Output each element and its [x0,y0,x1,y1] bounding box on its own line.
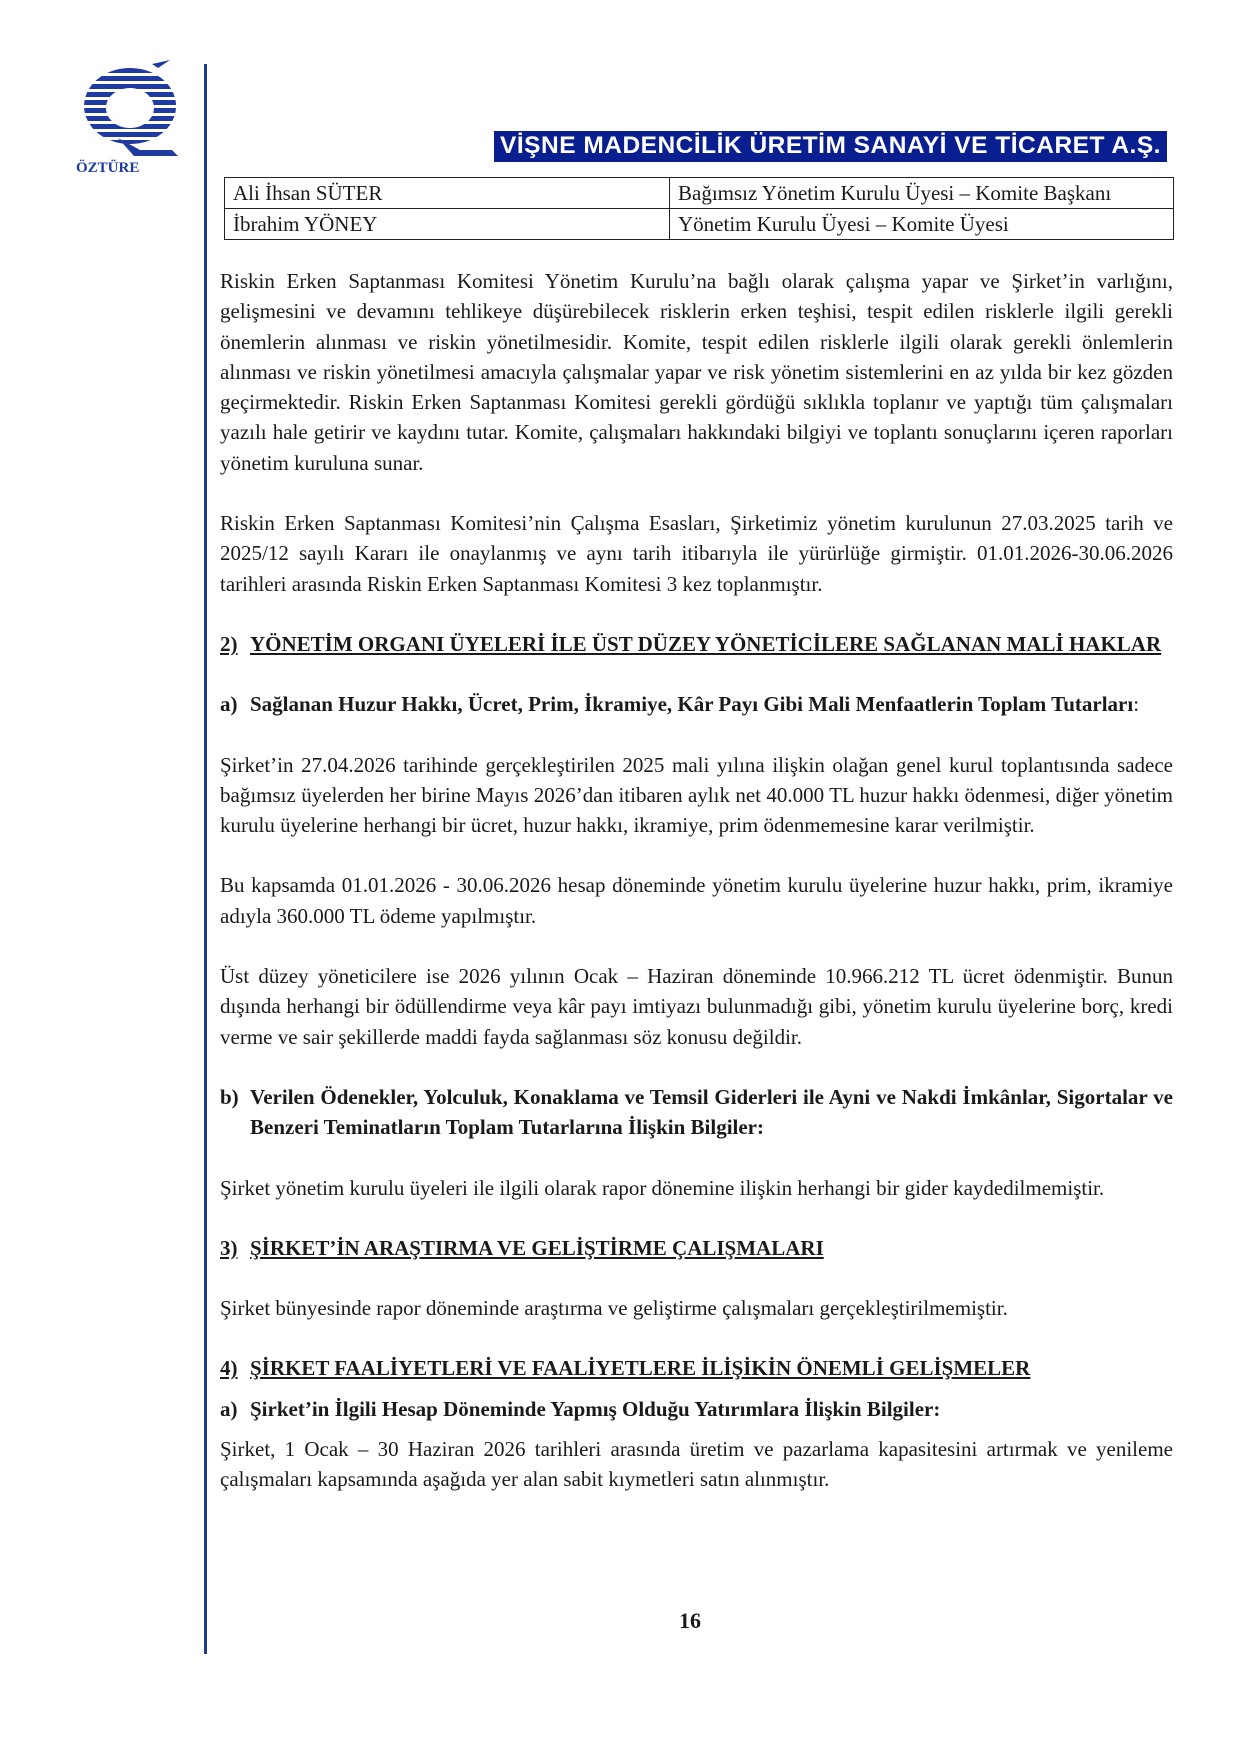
heading-number: a) [220,692,238,717]
paragraph: Riskin Erken Saptanması Komitesi Yönetim Kurulu’na bağlı olarak çalışma yapar ve Şirket’in varlığını, gelişmesini ve devamını tehlikeye düşürebilecek risklerin erken teşhisi, tespit edilen risklerle ilgili gerekli önemlerin alınması ve riskin yönetilmesidir. Komite, tespit edilen risklerle ilgili olarak gerekli önlemlerin alınması ve riskin yönetilmesi amacıyla çalışmalar yapar ve risk yönetim sistemlerini en az yılda bir kez gözden geçirmektedir. Riskin Erken Saptanması Komitesi gerekli gördüğü sıklıkla toplanır ve yaptığı tüm çalışmaları yazılı hale getirir ve kaydını tutar. Komite, çalışmaları hakkındaki bilgiyi ve toplantı sonuçlarını içeren raporları yönetim kuruluna sunar. [220,269,1173,475]
heading-text: YÖNETİM ORGANI ÜYELERİ İLE ÜST DÜZEY YÖNETİCİLERE SAĞLANAN MALİ HAKLAR [250,631,1162,656]
section-heading [220,1233,1173,1263]
left-rule [204,64,207,1654]
paragraph: Bu kapsamda 01.01.2026 - 30.06.2026 hesap döneminde yönetim kurulu üyelerine huzur hakkı, prim, ikramiye adıyla 360.000 TL ödeme yapılmıştır. [220,873,1173,928]
subsection-heading [220,689,1173,719]
table-row [225,209,1174,240]
heading-number: 4) [220,1356,238,1381]
section-heading [220,1353,1173,1383]
page-body [220,266,1173,1495]
committee-table [224,177,1174,240]
page-number: 16 [679,1608,701,1633]
subsection-heading [220,1394,1173,1424]
paragraph: Şirket yönetim kurulu üyeleri ile ilgili olarak rapor dönemine ilişkin herhangi bir gider kaydedilmemiştir. [220,1175,1105,1200]
heading-number: 3) [220,1235,238,1260]
heading-text: ŞİRKET FAALİYETLERİ VE FAALİYETLERE İLİŞİKİN ÖNEMLİ GELİŞMELER [250,1356,1031,1381]
subsection-heading [220,1082,1173,1143]
logo-text: ÖZTÜRE [76,160,140,176]
heading-number: 2) [220,631,238,656]
paragraph: Üst düzey yöneticilere ise 2026 yılının Ocak – Haziran döneminde 10.966.212 TL ücret ödenmiştir. Bunun dışında herhangi bir ödüllendirme veya kâr payı imtiyazı bulunmadığı gibi, yönetim kurulu üyelerine borç, kredi verme ve sair şekillerde maddi fayda sağlanması söz konusu değildir. [220,964,1173,1049]
heading-number: b) [220,1084,239,1109]
heading-number: a) [220,1396,238,1421]
paragraph: Riskin Erken Saptanması Komitesi’nin Çalışma Esasları, Şirketimiz yönetim kurulunun 27.03.2025 tarih ve 2025/12 sayılı Kararı ile onaylanmış ve aynı tarih itibarıyla ile yürürlüğe girmiştir. 01.01.2026-30.06.2026 tarihleri arasında Riskin Erken Saptanması Komitesi 3 kez toplanmıştır. [220,511,1173,596]
heading-suffix: : [1133,692,1140,717]
member-role: Yönetim Kurulu Üyesi – Komite Üyesi [670,209,1174,240]
member-role: Bağımsız Yönetim Kurulu Üyesi – Komite Başkanı [670,178,1174,209]
paragraph: Şirket, 1 Ocak – 30 Haziran 2026 tarihleri arasında üretim ve pazarlama kapasitesini artırmak ve yenileme çalışmaları kapsamında aşağıda yer alan sabit kıymetleri satın alınmıştır. [220,1437,1173,1492]
company-title: VİŞNE MADENCİLİK ÜRETİM SANAYİ VE TİCARET A.Ş. [494,131,1167,162]
member-name: İbrahim YÖNEY [225,209,670,240]
heading-text: Şirket’in İlgili Hesap Döneminde Yapmış Olduğu Yatırımlara İlişkin Bilgiler: [250,1396,941,1421]
heading-text: ŞİRKET’İN ARAŞTIRMA VE GELİŞTİRME ÇALIŞMALARI [250,1235,824,1260]
table-row [225,178,1174,209]
section-heading [220,629,1173,659]
paragraph: Şirket’in 27.04.2026 tarihinde gerçekleştirilen 2025 mali yılına ilişkin olağan genel kurul toplantısında sadece bağımsız üyelerden her birine Mayıs 2026’dan itibaren aylık net 40.000 TL huzur hakkı ödenmesi, diğer yönetim kurulu üyelerine herhangi bir ücret, huzur hakkı, ikramiye, prim ödenmemesine karar verilmiştir. [220,752,1173,838]
member-name: Ali İhsan SÜTER [225,178,670,209]
heading-text: Verilen Ödenekler, Yolculuk, Konaklama ve Temsil Giderleri ile Ayni ve Nakdi İmkânlar, Sigortalar ve Benzeri Teminatların Toplam Tutarlarına İlişkin Bilgiler: [250,1084,1173,1140]
oztures-logo [60,60,200,180]
paragraph: Şirket bünyesinde rapor döneminde araştırma ve geliştirme çalışmaları gerçekleştirilmemiştir. [220,1296,1008,1321]
heading-text: Sağlanan Huzur Hakkı, Ücret, Prim, İkramiye, Kâr Payı Gibi Mali Menfaatlerin Toplam Tutarları [250,692,1134,717]
